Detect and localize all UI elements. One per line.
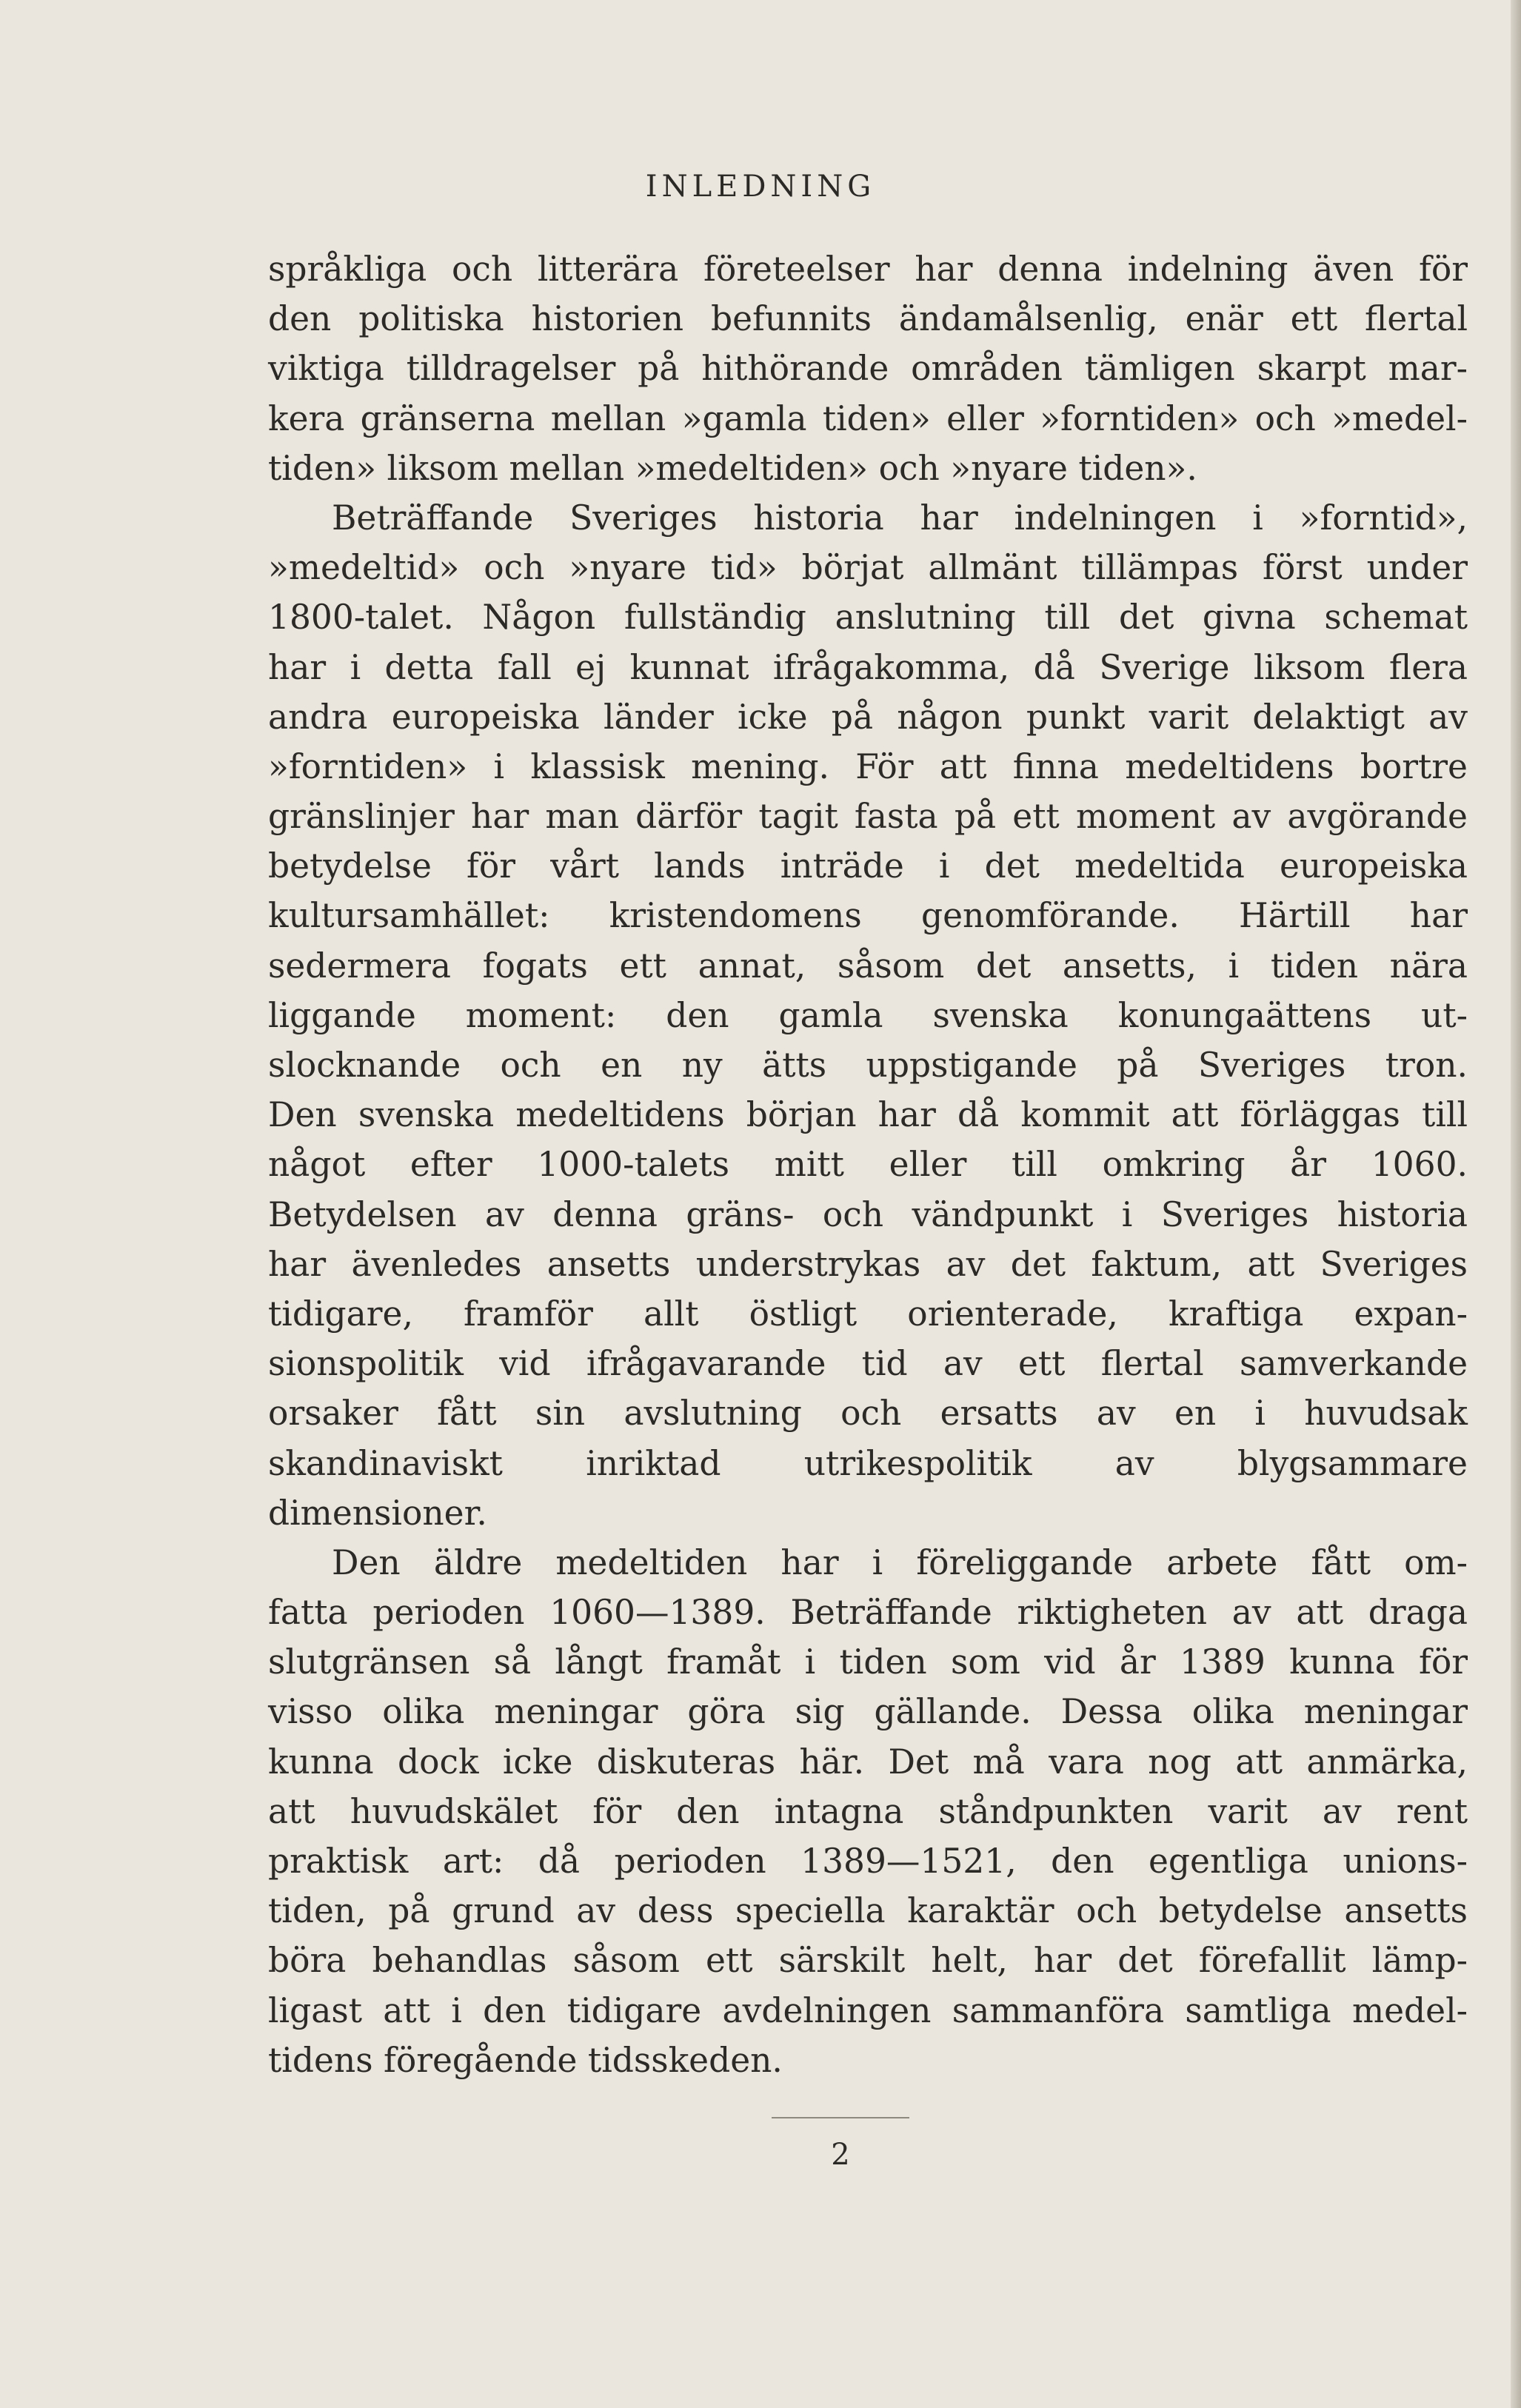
running-header: INLEDNING [645,170,876,204]
text-line: har i detta fall ej kunnat ifrågakomma, då Sverige liksom flera [268,647,1468,687]
text-line: liggande moment: den gamla svenska konungaättens ut- [268,995,1468,1035]
text-line: dimensioner. [268,1493,487,1533]
text-line: ligast att i den tidigare avdelningen sammanföra samtliga medel- [268,1990,1468,2030]
text-line: »forntiden» i klassisk mening. För att finna medeltidens bortre [268,746,1468,786]
text-line: att huvudskälet för den intagna ståndpunkten varit av rent [268,1791,1468,1831]
text-line: tiden, på grund av dess speciella karaktär och betydelse ansetts [268,1891,1468,1931]
text-line: tidigare, framför allt östligt orienterade, kraftiga expan- [268,1294,1468,1334]
text-line: viktiga tilldragelser på hithörande områden tämligen skarpt mar- [268,349,1468,389]
text-line: något efter 1000-talets mitt eller till omkring år 1060. [268,1145,1468,1185]
text-line: kunna dock icke diskuteras här. Det må vara nog att anmärka, [268,1742,1468,1782]
text-line: har ävenledes ansetts understrykas av det faktum, att Sveriges [268,1244,1468,1284]
text-line: »medeltid» och »nyare tid» börjat allmänt tillämpas först under [268,548,1468,588]
text-line: sionspolitik vid ifrågavarande tid av ett flertal samverkande [268,1344,1468,1384]
page-number: 2 [831,2138,850,2172]
footer-rule [772,2117,909,2118]
text-line: 1800-talet. Någon fullständig anslutning till det givna schemat [268,598,1468,638]
text-line: Betydelsen av denna gräns- och vändpunkt i Sveriges historia [268,1194,1468,1234]
text-line: sedermera fogats ett annat, såsom det ansetts, i tiden nära [268,946,1468,986]
text-line: Den svenska medeltidens början har då kommit att förläggas till [268,1095,1468,1135]
text-line: tidens föregående tidsskeden. [268,2040,783,2080]
text-line: orsaker fått sin avslutning och ersatts av en i huvudsak [268,1394,1468,1434]
text-line: Beträffande Sveriges historia har indelningen i »forntid», [332,498,1468,538]
text-line: praktisk art: då perioden 1389—1521, den egentliga unions- [268,1842,1468,1881]
body-text [268,244,1468,2085]
text-line: gränslinjer har man därför tagit fasta på ett moment av avgörande [268,797,1468,837]
text-line: andra europeiska länder icke på någon punkt varit delaktigt av [268,697,1468,737]
text-line: fatta perioden 1060—1389. Beträffande riktigheten av att draga [268,1593,1468,1633]
text-line: slutgränsen så långt framåt i tiden som vid år 1389 kunna för [268,1642,1468,1682]
text-line: språkliga och litterära företeelser har denna indelning även för [268,250,1468,289]
text-line: skandinaviskt inriktad utrikespolitik av blygsammare [268,1443,1468,1483]
page-edge [1511,0,1521,2408]
text-line: tiden» liksom mellan »medeltiden» och »nyare tiden». [268,448,1197,488]
text-line: kera gränserna mellan »gamla tiden» eller »forntiden» och »medel- [268,398,1468,438]
text-line: betydelse för vårt lands inträde i det medeltida europeiska [268,846,1468,886]
text-line: kultursamhället: kristendomens genomförande. Härtill har [268,896,1468,936]
text-line: Den äldre medeltiden har i föreliggande arbete fått om- [332,1542,1468,1582]
text-line: den politiska historien befunnits ändamålsenlig, enär ett flertal [268,299,1468,339]
text-line: böra behandlas såsom ett särskilt helt, har det förefallit lämp- [268,1941,1468,1981]
text-line: visso olika meningar göra sig gällande. Dessa olika meningar [268,1692,1468,1732]
text-line: slocknande och en ny ätts uppstigande på Sveriges tron. [268,1046,1468,1085]
